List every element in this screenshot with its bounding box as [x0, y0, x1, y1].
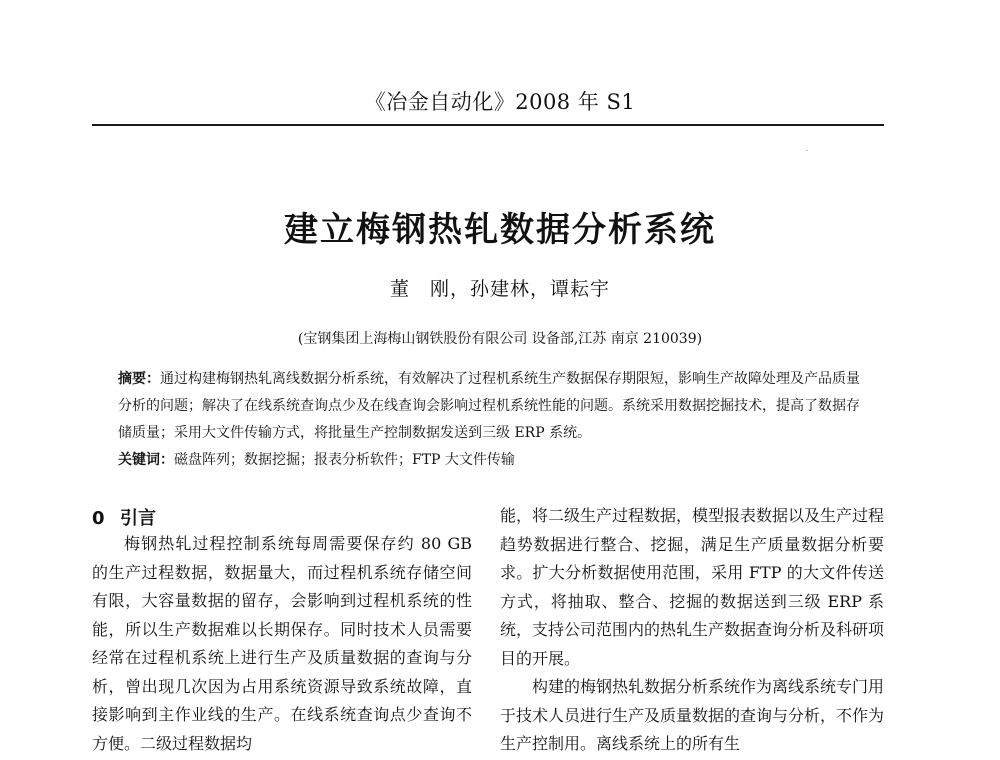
article-affiliation: (宝钢集团上海梅山钢铁股份有限公司 设备部,江苏 南京 210039) — [297, 331, 703, 347]
right-column — [500, 502, 884, 759]
abstract-text: 通过构建梅钢热轧离线数据分析系统，有效解决了过程机系统生产数据保存期限短，影响生产故障处理及产品质量分析的问题；解决了在线系统查询点少及在线查询会影响过程机系统性能的问题。系统采用数据挖掘技术，提高了数据存储质量；采用大文件传输方式，将批量生产控制数据发送到三级 ERP 系统。 — [118, 371, 860, 441]
article-title: 建立梅钢热轧数据分析系统 — [284, 210, 716, 250]
keywords-label: 关键词： — [118, 452, 174, 468]
header-rule — [92, 124, 884, 126]
article-authors: 董 刚，孙建林，谭耘宇 — [389, 278, 610, 300]
body-paragraph: 梅钢热轧过程控制系统每周需要保存约 80 GB 的生产过程数据，数据量大，而过程机系统存储空间有限，大容量数据的留存，会影响到过程机系统的性能，所以生产数据难以长期保存。同时技术人员需要经常在过程机系统上进行生产及质量数据的查询与分析，曾出现几次因为占用系统资源导致系统故障，直接影响到主作业线的生产。在线系统查询点少查询不方便。二级过程数据均 — [92, 534, 472, 753]
section-number: 0 — [92, 508, 105, 529]
section-title: 引言 — [120, 508, 156, 529]
abstract-paragraph — [118, 366, 863, 447]
scan-speck — [806, 150, 808, 151]
abstract-block — [118, 366, 863, 447]
keywords-text: 磁盘阵列；数据挖掘；报表分析软件；FTP 大文件传输 — [174, 452, 515, 468]
section-heading — [92, 504, 156, 530]
body-paragraph-continued: 能，将二级生产过程数据，模型报表数据以及生产过程趋势数据进行整合、挖掘，满足生产质量数据分析要求。扩大分析数据使用范围，采用 FTP 的大文件传送方式，将抽取、整合、挖掘的数据送到三级 ERP 系统，支持公司范围内的热轧生产数据查询分析及科研项目的开展。 — [500, 506, 885, 668]
keywords-block — [118, 447, 863, 474]
left-column — [92, 530, 472, 758]
body-paragraph: 构建的梅钢热轧数据分析系统作为离线系统专门用于技术人员进行生产及质量数据的查询与分析，不作为生产控制用。离线系统上的所有生 — [500, 677, 885, 753]
abstract-label: 摘要： — [118, 371, 160, 387]
running-head: 《冶金自动化》2008 年 S1 — [364, 90, 636, 114]
